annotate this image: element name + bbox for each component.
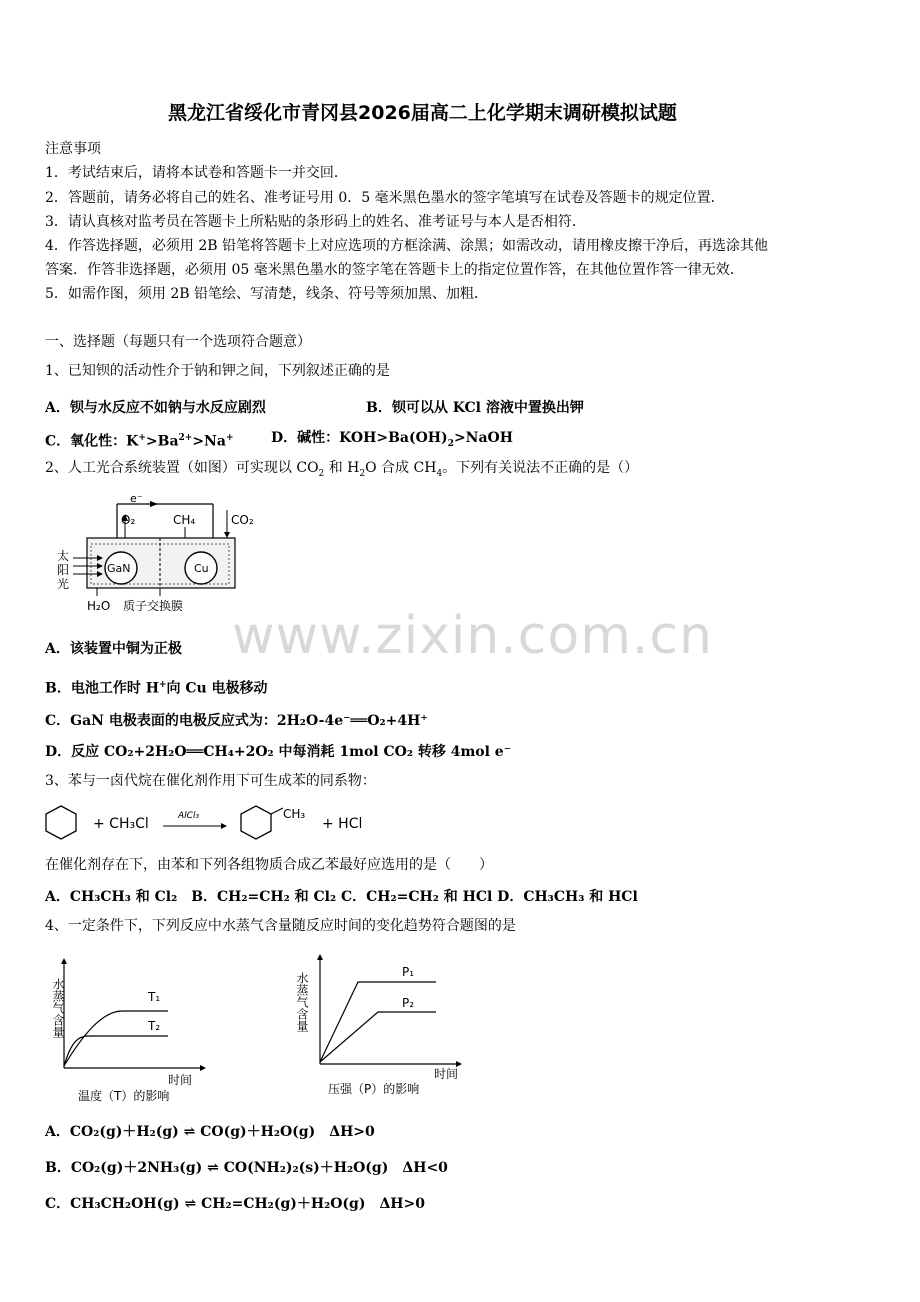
sun-char: 光 bbox=[57, 577, 70, 591]
q1-option-d: D．碱性：$KOH>Ba(OH)_2>NaOH$ bbox=[271, 430, 513, 449]
q4-option-c: C．CH₃CH₂OH(g) ⇌ CH₂=CH₂(g)＋H₂O(g) ΔH>0 bbox=[45, 1196, 426, 1212]
series-p1-label: P₁ bbox=[402, 965, 415, 979]
q2-option-b: B．电池工作时 H+向 Cu 电极移动 bbox=[45, 680, 268, 697]
series-t2-label: T₂ bbox=[148, 1019, 161, 1033]
question-2-stem: 2、人工光合系统装置（如图）可实现以 $CO_2$ 和 $H_2O$ 合成 $CH_4$。下列有关说法不正确的是（） bbox=[45, 460, 639, 479]
co2-label: CO₂ bbox=[231, 513, 254, 527]
electron-label: e⁻ bbox=[130, 492, 143, 505]
q3-reaction-equation bbox=[45, 804, 385, 844]
section-heading: 一、选择题（每题只有一个选项符合题意） bbox=[45, 334, 311, 350]
notice-heading: 注意事项 bbox=[45, 141, 101, 157]
benzene-ring-icon bbox=[46, 806, 76, 839]
sun-char: 太 bbox=[57, 549, 70, 563]
question-1-stem: 1、已知钡的活动性介于钠和钾之间，下列叙述正确的是 bbox=[45, 363, 390, 379]
product: + HCl bbox=[322, 816, 363, 832]
sun-char: 阳 bbox=[57, 563, 70, 577]
notice-item: 1．考试结束后，请将本试卷和答题卡一并交回． bbox=[45, 165, 348, 181]
cu-electrode: Cu bbox=[194, 562, 209, 575]
watermark: www.zixin.com.cn bbox=[232, 606, 713, 666]
q2-option-a: A．该装置中铜为正极 bbox=[45, 641, 182, 657]
q3-options: A．CH₃CH₃ 和 Cl₂ B．CH₂=CH₂ 和 Cl₂ C．CH₂=CH₂ 和 HCl D．CH₃CH₃ 和 HCl bbox=[45, 889, 638, 905]
h2o-label: H₂O bbox=[87, 599, 111, 613]
notice-item: 2．答题前，请务必将自己的姓名、准考证号用 0．5 毫米黑色墨水的签字笔填写在试卷及答题卡的规定位置． bbox=[45, 190, 725, 206]
chart-caption: 压强（P）的影响 bbox=[328, 1082, 420, 1096]
notice-item: 答案．作答非选择题，必须用 05 毫米黑色墨水的签字笔在答题卡上的指定位置作答，在其他位置作答一律无效． bbox=[45, 262, 744, 278]
series-t1-label: T₁ bbox=[148, 990, 161, 1004]
y-axis-label: 水蒸气含量 bbox=[295, 972, 309, 1032]
q4-option-a: A．CO₂(g)＋H₂(g) ⇌ CO(g)＋H₂O(g) ΔH>0 bbox=[45, 1124, 375, 1140]
ch4-label: CH₄ bbox=[173, 513, 196, 527]
x-axis-label: 时间 bbox=[434, 1067, 459, 1081]
notice-item: 3．请认真核对监考员在答题卡上所粘贴的条形码上的姓名、准考证号与本人是否相符． bbox=[45, 214, 586, 230]
q4-option-b: B．CO₂(g)＋2NH₃(g) ⇌ CO(NH₂)₂(s)＋H₂O(g) ΔH<0 bbox=[45, 1160, 448, 1176]
membrane-label: 质子交换膜 bbox=[123, 599, 184, 613]
q2-option-d: D．反应 CO₂+2H₂O══CH₄+2O₂ 中每消耗 1mol CO₂ 转移 4mol e⁻ bbox=[45, 744, 512, 760]
question-4-stem: 4、一定条件下，下列反应中水蒸气含量随反应时间的变化趋势符合题图的是 bbox=[45, 918, 516, 934]
x-axis-label: 时间 bbox=[168, 1073, 193, 1087]
series-p2-label: P₂ bbox=[402, 996, 415, 1010]
page-title: 黑龙江省绥化市青冈县2026届高二上化学期末调研模拟试题 bbox=[168, 102, 677, 124]
series-p1-line bbox=[320, 982, 436, 1062]
notice-item: 4．作答选择题，必须用 2B 铅笔将答题卡上对应选项的方框涂满、涂黑；如需改动，请用橡皮擦干净后，再选涂其他 bbox=[45, 238, 768, 254]
series-p2-line bbox=[320, 1012, 436, 1062]
notice-item: 5．如需作图，须用 2B 铅笔绘、写清楚，线条、符号等须加黑、加粗． bbox=[45, 286, 489, 302]
series-t2-line bbox=[64, 1036, 168, 1066]
y-axis-label: 水蒸气含量 bbox=[51, 978, 65, 1038]
gan-electrode: GaN bbox=[107, 562, 131, 575]
q1-option-c: C．氧化性：$K^+>Ba^{2+}>Na^+$ bbox=[45, 433, 234, 450]
chart-pressure bbox=[295, 952, 468, 1102]
o2-label: O₂ bbox=[121, 513, 136, 527]
toluene-ring-icon bbox=[241, 806, 271, 839]
methyl-label: CH₃ bbox=[283, 807, 306, 821]
photosynthesis-device-figure bbox=[55, 492, 255, 617]
chart-caption: 温度（T）的影响 bbox=[78, 1089, 170, 1103]
q3-question: 在催化剂存在下，由苯和下列各组物质合成乙苯最好应选用的是（ ） bbox=[45, 857, 493, 873]
q1-option-a: A．钡与水反应不如钠与水反应剧烈 bbox=[45, 400, 266, 416]
question-3-stem: 3、苯与一卤代烷在催化剂作用下可生成苯的同系物： bbox=[45, 773, 376, 789]
q1-option-b: B．钡可以从 KCl 溶液中置换出钾 bbox=[366, 400, 584, 416]
q2-option-c: C．GaN 电极表面的电极反应式为：2H₂O-4e⁻══O₂+4H⁺ bbox=[45, 713, 428, 729]
chart-temperature bbox=[42, 956, 212, 1106]
catalyst-label: AlCl₃ bbox=[178, 811, 200, 821]
reagent: + CH₃Cl bbox=[93, 816, 149, 832]
